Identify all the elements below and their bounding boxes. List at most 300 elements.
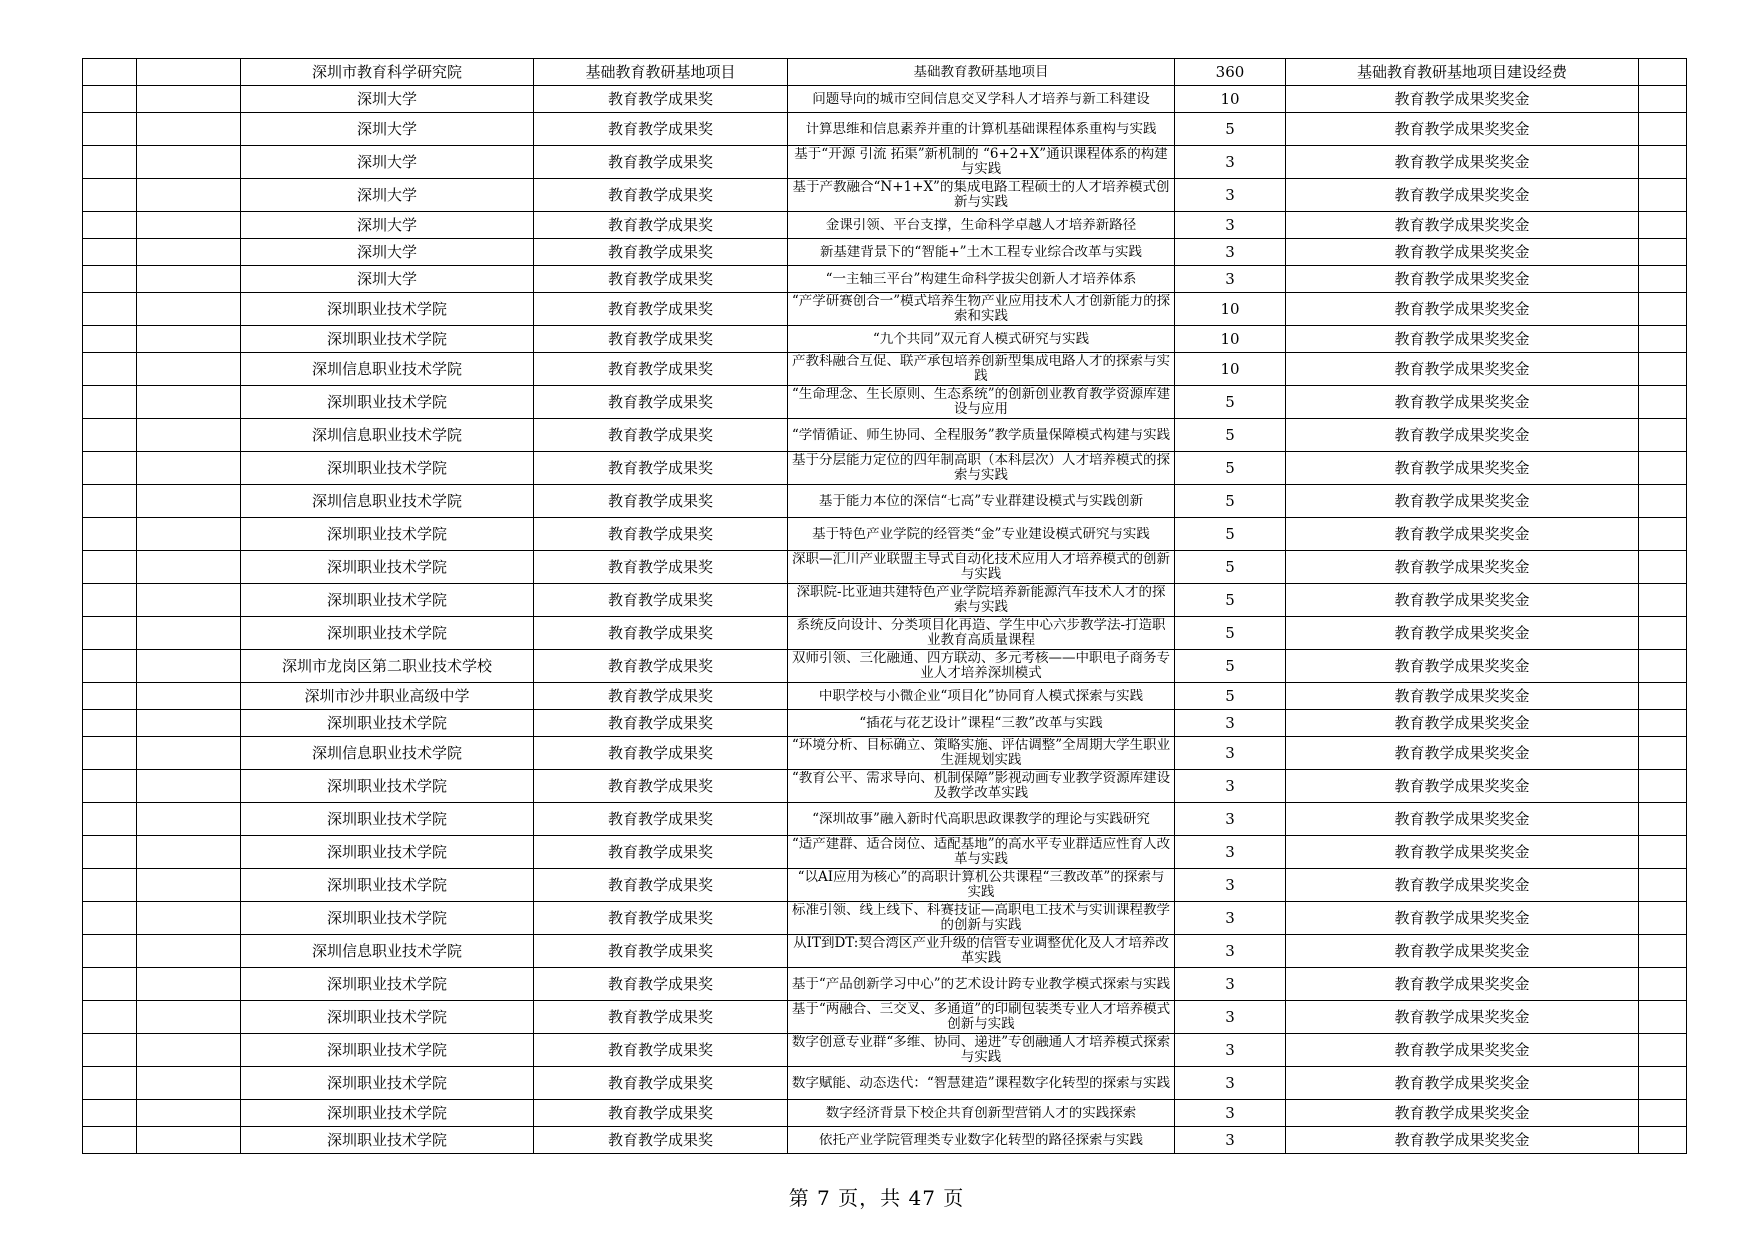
purpose-cell: 教育教学成果奖奖金 bbox=[1286, 770, 1639, 803]
amount-cell: 3 bbox=[1175, 710, 1286, 737]
unit-cell: 深圳职业技术学院 bbox=[241, 1001, 534, 1034]
remark-cell bbox=[1639, 179, 1687, 212]
seq-cell bbox=[83, 239, 137, 266]
seq-cell bbox=[83, 935, 137, 968]
unit-cell: 深圳职业技术学院 bbox=[241, 1034, 534, 1067]
category-cell: 教育教学成果奖 bbox=[534, 326, 788, 353]
amount-cell: 5 bbox=[1175, 584, 1286, 617]
category-cell: 教育教学成果奖 bbox=[534, 179, 788, 212]
project-name: 标准引领、线上线下、科赛技证—高职电工技术与实训课程教学的创新与实践 bbox=[792, 903, 1170, 933]
code-cell bbox=[137, 869, 241, 902]
project-cell bbox=[788, 617, 1175, 650]
seq-cell bbox=[83, 326, 137, 353]
project-name: 基于产教融合“N+1+X”的集成电路工程硕士的人才培养模式创新与实践 bbox=[792, 180, 1170, 210]
project-name: “环境分析、目标确立、策略实施、评估调整”全周期大学生职业生涯规划实践 bbox=[791, 738, 1171, 768]
category-cell: 教育教学成果奖 bbox=[534, 902, 788, 935]
project-name: “一主轴三平台”构建生命科学拔尖创新人才培养体系 bbox=[825, 271, 1137, 287]
unit-cell: 深圳职业技术学院 bbox=[241, 1100, 534, 1127]
table-row bbox=[83, 737, 1687, 770]
remark-cell bbox=[1639, 212, 1687, 239]
seq-cell bbox=[83, 710, 137, 737]
amount-cell: 5 bbox=[1175, 683, 1286, 710]
purpose-cell: 教育教学成果奖奖金 bbox=[1286, 902, 1639, 935]
purpose-cell: 教育教学成果奖奖金 bbox=[1286, 803, 1639, 836]
amount-cell: 3 bbox=[1175, 212, 1286, 239]
project-name: 基于分层能力定位的四年制高职（本科层次）人才培养模式的探索与实践 bbox=[792, 453, 1170, 483]
code-cell bbox=[137, 584, 241, 617]
project-name: 从IT到DT:契合湾区产业升级的信管专业调整优化及人才培养改革实践 bbox=[793, 936, 1169, 966]
code-cell bbox=[137, 266, 241, 293]
project-name: “生命理念、生长原则、生态系统”的创新创业教育教学资源库建设与应用 bbox=[791, 387, 1171, 417]
category-cell: 教育教学成果奖 bbox=[534, 518, 788, 551]
amount-cell: 10 bbox=[1175, 293, 1286, 326]
table-row bbox=[83, 710, 1687, 737]
remark-cell bbox=[1639, 1034, 1687, 1067]
category-cell: 教育教学成果奖 bbox=[534, 584, 788, 617]
remark-cell bbox=[1639, 551, 1687, 584]
category-cell: 教育教学成果奖 bbox=[534, 266, 788, 293]
remark-cell bbox=[1639, 518, 1687, 551]
remark-cell bbox=[1639, 803, 1687, 836]
unit-cell: 深圳职业技术学院 bbox=[241, 770, 534, 803]
remark-cell bbox=[1639, 1127, 1687, 1154]
project-name: “适产建群、适合岗位、适配基地”的高水平专业群适应性育人改革与实践 bbox=[791, 837, 1171, 867]
code-cell bbox=[137, 212, 241, 239]
remark-cell bbox=[1639, 452, 1687, 485]
remark-cell bbox=[1639, 485, 1687, 518]
seq-cell bbox=[83, 968, 137, 1001]
project-name: 问题导向的城市空间信息交叉学科人才培养与新工科建设 bbox=[812, 91, 1150, 107]
table-row bbox=[83, 326, 1687, 353]
table-row bbox=[83, 212, 1687, 239]
category-cell: 教育教学成果奖 bbox=[534, 1067, 788, 1100]
category-cell: 教育教学成果奖 bbox=[534, 770, 788, 803]
remark-cell bbox=[1639, 935, 1687, 968]
unit-cell: 深圳职业技术学院 bbox=[241, 869, 534, 902]
remark-cell bbox=[1639, 293, 1687, 326]
table-row bbox=[83, 386, 1687, 419]
project-cell bbox=[788, 353, 1175, 386]
seq-cell bbox=[83, 1034, 137, 1067]
unit-cell: 深圳信息职业技术学院 bbox=[241, 485, 534, 518]
project-name: “学情循证、师生协同、全程服务”教学质量保障模式构建与实践 bbox=[791, 427, 1171, 443]
purpose-cell: 教育教学成果奖奖金 bbox=[1286, 179, 1639, 212]
table-row bbox=[83, 617, 1687, 650]
project-name: “插花与花艺设计”课程“三教”改革与实践 bbox=[859, 715, 1103, 731]
project-name: 计算思维和信息素养并重的计算机基础课程体系重构与实践 bbox=[805, 121, 1157, 137]
remark-cell bbox=[1639, 710, 1687, 737]
remark-cell bbox=[1639, 59, 1687, 86]
remark-cell bbox=[1639, 266, 1687, 293]
code-cell bbox=[137, 1001, 241, 1034]
project-name: 数字创意专业群“多维、协同、递进”专创融通人才培养模式探索与实践 bbox=[791, 1035, 1171, 1065]
category-cell: 教育教学成果奖 bbox=[534, 551, 788, 584]
category-cell: 教育教学成果奖 bbox=[534, 710, 788, 737]
seq-cell bbox=[83, 485, 137, 518]
amount-cell: 10 bbox=[1175, 353, 1286, 386]
remark-cell bbox=[1639, 836, 1687, 869]
remark-cell bbox=[1639, 584, 1687, 617]
project-name: “以AI应用为核心”的高职计算机公共课程“三教改革”的探索与实践 bbox=[797, 870, 1165, 900]
unit-cell: 深圳信息职业技术学院 bbox=[241, 737, 534, 770]
table-row bbox=[83, 113, 1687, 146]
unit-cell: 深圳职业技术学院 bbox=[241, 617, 534, 650]
category-cell: 教育教学成果奖 bbox=[534, 968, 788, 1001]
unit-cell: 深圳信息职业技术学院 bbox=[241, 353, 534, 386]
unit-cell: 深圳市沙井职业高级中学 bbox=[241, 683, 534, 710]
project-name: 金课引领、平台支撑，生命科学卓越人才培养新路径 bbox=[825, 217, 1137, 233]
remark-cell bbox=[1639, 770, 1687, 803]
code-cell bbox=[137, 452, 241, 485]
remark-cell bbox=[1639, 869, 1687, 902]
project-cell bbox=[788, 293, 1175, 326]
code-cell bbox=[137, 326, 241, 353]
category-cell: 教育教学成果奖 bbox=[534, 146, 788, 179]
remark-cell bbox=[1639, 683, 1687, 710]
seq-cell bbox=[83, 902, 137, 935]
amount-cell: 3 bbox=[1175, 803, 1286, 836]
code-cell bbox=[137, 1100, 241, 1127]
unit-cell: 深圳职业技术学院 bbox=[241, 803, 534, 836]
project-name: “产学研赛创合一”模式培养生物产业应用技术人才创新能力的探索和实践 bbox=[791, 294, 1171, 324]
purpose-cell: 教育教学成果奖奖金 bbox=[1286, 518, 1639, 551]
purpose-cell: 教育教学成果奖奖金 bbox=[1286, 1100, 1639, 1127]
unit-cell: 深圳职业技术学院 bbox=[241, 968, 534, 1001]
seq-cell bbox=[83, 836, 137, 869]
amount-cell: 5 bbox=[1175, 551, 1286, 584]
code-cell bbox=[137, 737, 241, 770]
amount-cell: 5 bbox=[1175, 113, 1286, 146]
seq-cell bbox=[83, 353, 137, 386]
unit-cell: 深圳职业技术学院 bbox=[241, 386, 534, 419]
unit-cell: 深圳职业技术学院 bbox=[241, 584, 534, 617]
category-cell: 教育教学成果奖 bbox=[534, 617, 788, 650]
project-cell bbox=[788, 836, 1175, 869]
table-row bbox=[83, 836, 1687, 869]
purpose-cell: 教育教学成果奖奖金 bbox=[1286, 113, 1639, 146]
purpose-cell: 教育教学成果奖奖金 bbox=[1286, 935, 1639, 968]
amount-cell: 5 bbox=[1175, 617, 1286, 650]
code-cell bbox=[137, 551, 241, 584]
unit-cell: 深圳大学 bbox=[241, 179, 534, 212]
unit-cell: 深圳职业技术学院 bbox=[241, 452, 534, 485]
project-name: 双师引领、三化融通、四方联动、多元考核——中职电子商务专业人才培养深圳模式 bbox=[792, 651, 1170, 681]
project-cell bbox=[788, 803, 1175, 836]
code-cell bbox=[137, 1034, 241, 1067]
purpose-cell: 教育教学成果奖奖金 bbox=[1286, 1034, 1639, 1067]
purpose-cell: 教育教学成果奖奖金 bbox=[1286, 386, 1639, 419]
category-cell: 教育教学成果奖 bbox=[534, 803, 788, 836]
code-cell bbox=[137, 113, 241, 146]
purpose-cell: 教育教学成果奖奖金 bbox=[1286, 293, 1639, 326]
purpose-cell: 教育教学成果奖奖金 bbox=[1286, 617, 1639, 650]
purpose-cell: 教育教学成果奖奖金 bbox=[1286, 86, 1639, 113]
purpose-cell: 教育教学成果奖奖金 bbox=[1286, 650, 1639, 683]
remark-cell bbox=[1639, 902, 1687, 935]
code-cell bbox=[137, 179, 241, 212]
code-cell bbox=[137, 353, 241, 386]
purpose-cell: 教育教学成果奖奖金 bbox=[1286, 485, 1639, 518]
amount-cell: 360 bbox=[1175, 59, 1286, 86]
unit-cell: 深圳职业技术学院 bbox=[241, 836, 534, 869]
code-cell bbox=[137, 239, 241, 266]
project-name: 数字经济背景下校企共育创新型营销人才的实践探索 bbox=[825, 1105, 1137, 1121]
code-cell bbox=[137, 1127, 241, 1154]
unit-cell: 深圳大学 bbox=[241, 113, 534, 146]
purpose-cell: 教育教学成果奖奖金 bbox=[1286, 212, 1639, 239]
seq-cell bbox=[83, 650, 137, 683]
unit-cell: 深圳大学 bbox=[241, 146, 534, 179]
remark-cell bbox=[1639, 617, 1687, 650]
table-row bbox=[83, 452, 1687, 485]
table-row bbox=[83, 650, 1687, 683]
purpose-cell: 教育教学成果奖奖金 bbox=[1286, 836, 1639, 869]
code-cell bbox=[137, 683, 241, 710]
project-name: 中职学校与小微企业“项目化”协同育人模式探索与实践 bbox=[818, 688, 1144, 704]
remark-cell bbox=[1639, 386, 1687, 419]
code-cell bbox=[137, 386, 241, 419]
project-name: 新基建背景下的“智能+”土木工程专业综合改革与实践 bbox=[819, 244, 1143, 260]
code-cell bbox=[137, 293, 241, 326]
category-cell: 教育教学成果奖 bbox=[534, 113, 788, 146]
amount-cell: 3 bbox=[1175, 1127, 1286, 1154]
code-cell bbox=[137, 419, 241, 452]
category-cell: 教育教学成果奖 bbox=[534, 212, 788, 239]
table-row bbox=[83, 683, 1687, 710]
table-row bbox=[83, 266, 1687, 293]
amount-cell: 3 bbox=[1175, 935, 1286, 968]
seq-cell bbox=[83, 1001, 137, 1034]
project-name: 系统反向设计、分类项目化再造、学生中心六步教学法-打造职业教育高质量课程 bbox=[796, 618, 1166, 648]
amount-cell: 5 bbox=[1175, 485, 1286, 518]
table-row bbox=[83, 803, 1687, 836]
unit-cell: 深圳大学 bbox=[241, 86, 534, 113]
amount-cell: 3 bbox=[1175, 1001, 1286, 1034]
project-name: 基于“开源 引流 拓渠”新机制的 “6+2+X”通识课程体系的构建与实践 bbox=[794, 147, 1168, 177]
project-cell bbox=[788, 869, 1175, 902]
allocation-table bbox=[82, 58, 1687, 1154]
seq-cell bbox=[83, 86, 137, 113]
seq-cell bbox=[83, 212, 137, 239]
table-row bbox=[83, 1067, 1687, 1100]
category-cell: 教育教学成果奖 bbox=[534, 683, 788, 710]
purpose-cell: 教育教学成果奖奖金 bbox=[1286, 1127, 1639, 1154]
seq-cell bbox=[83, 293, 137, 326]
category-cell: 教育教学成果奖 bbox=[534, 485, 788, 518]
code-cell bbox=[137, 1067, 241, 1100]
amount-cell: 3 bbox=[1175, 869, 1286, 902]
seq-cell bbox=[83, 1127, 137, 1154]
category-cell: 教育教学成果奖 bbox=[534, 86, 788, 113]
purpose-cell: 教育教学成果奖奖金 bbox=[1286, 452, 1639, 485]
project-cell bbox=[788, 266, 1175, 293]
table-row bbox=[83, 770, 1687, 803]
seq-cell bbox=[83, 737, 137, 770]
amount-cell: 3 bbox=[1175, 968, 1286, 1001]
table-row bbox=[83, 179, 1687, 212]
project-name: 基于“两融合、三交叉、多通道”的印刷包装类专业人才培养模式创新与实践 bbox=[791, 1002, 1171, 1032]
table-row bbox=[83, 518, 1687, 551]
table-row bbox=[83, 1001, 1687, 1034]
project-cell bbox=[788, 968, 1175, 1001]
purpose-cell: 基础教育教研基地项目建设经费 bbox=[1286, 59, 1639, 86]
category-cell: 教育教学成果奖 bbox=[534, 1127, 788, 1154]
project-name: 依托产业学院管理类专业数字化转型的路径探索与实践 bbox=[819, 1132, 1143, 1148]
project-cell bbox=[788, 770, 1175, 803]
remark-cell bbox=[1639, 86, 1687, 113]
purpose-cell: 教育教学成果奖奖金 bbox=[1286, 1067, 1639, 1100]
remark-cell bbox=[1639, 419, 1687, 452]
table-row bbox=[83, 1127, 1687, 1154]
code-cell bbox=[137, 86, 241, 113]
seq-cell bbox=[83, 584, 137, 617]
table-row bbox=[83, 1034, 1687, 1067]
amount-cell: 5 bbox=[1175, 650, 1286, 683]
code-cell bbox=[137, 485, 241, 518]
project-cell bbox=[788, 710, 1175, 737]
project-name: 基础教育教研基地项目 bbox=[913, 64, 1049, 80]
seq-cell bbox=[83, 452, 137, 485]
amount-cell: 3 bbox=[1175, 770, 1286, 803]
project-cell bbox=[788, 419, 1175, 452]
category-cell: 教育教学成果奖 bbox=[534, 935, 788, 968]
code-cell bbox=[137, 803, 241, 836]
code-cell bbox=[137, 902, 241, 935]
project-cell bbox=[788, 650, 1175, 683]
seq-cell bbox=[83, 146, 137, 179]
project-cell bbox=[788, 1067, 1175, 1100]
unit-cell: 深圳大学 bbox=[241, 239, 534, 266]
table-row bbox=[83, 59, 1687, 86]
category-cell: 教育教学成果奖 bbox=[534, 353, 788, 386]
unit-cell: 深圳职业技术学院 bbox=[241, 326, 534, 353]
amount-cell: 3 bbox=[1175, 179, 1286, 212]
purpose-cell: 教育教学成果奖奖金 bbox=[1286, 326, 1639, 353]
purpose-cell: 教育教学成果奖奖金 bbox=[1286, 239, 1639, 266]
unit-cell: 深圳大学 bbox=[241, 266, 534, 293]
purpose-cell: 教育教学成果奖奖金 bbox=[1286, 710, 1639, 737]
table-row bbox=[83, 86, 1687, 113]
project-cell bbox=[788, 518, 1175, 551]
purpose-cell: 教育教学成果奖奖金 bbox=[1286, 1001, 1639, 1034]
amount-cell: 5 bbox=[1175, 518, 1286, 551]
project-cell bbox=[788, 326, 1175, 353]
seq-cell bbox=[83, 179, 137, 212]
table-row bbox=[83, 968, 1687, 1001]
project-cell bbox=[788, 386, 1175, 419]
category-cell: 基础教育教研基地项目 bbox=[534, 59, 788, 86]
amount-cell: 3 bbox=[1175, 1100, 1286, 1127]
table-row bbox=[83, 1100, 1687, 1127]
seq-cell bbox=[83, 869, 137, 902]
amount-cell: 3 bbox=[1175, 146, 1286, 179]
remark-cell bbox=[1639, 326, 1687, 353]
remark-cell bbox=[1639, 968, 1687, 1001]
unit-cell: 深圳职业技术学院 bbox=[241, 710, 534, 737]
category-cell: 教育教学成果奖 bbox=[534, 1100, 788, 1127]
table-row bbox=[83, 239, 1687, 266]
seq-cell bbox=[83, 683, 137, 710]
project-name: “教育公平、需求导向、机制保障”影视动画专业教学资源库建设及教学改革实践 bbox=[791, 771, 1171, 801]
code-cell bbox=[137, 146, 241, 179]
table-row bbox=[83, 419, 1687, 452]
unit-cell: 深圳职业技术学院 bbox=[241, 1127, 534, 1154]
table-row bbox=[83, 485, 1687, 518]
category-cell: 教育教学成果奖 bbox=[534, 419, 788, 452]
project-cell bbox=[788, 1001, 1175, 1034]
project-cell bbox=[788, 59, 1175, 86]
project-name: 数字赋能、动态迭代：“智慧建造”课程数字化转型的探索与实践 bbox=[791, 1075, 1171, 1091]
table-row bbox=[83, 353, 1687, 386]
seq-cell bbox=[83, 803, 137, 836]
remark-cell bbox=[1639, 650, 1687, 683]
project-cell bbox=[788, 239, 1175, 266]
amount-cell: 3 bbox=[1175, 266, 1286, 293]
amount-cell: 3 bbox=[1175, 1067, 1286, 1100]
purpose-cell: 教育教学成果奖奖金 bbox=[1286, 737, 1639, 770]
code-cell bbox=[137, 968, 241, 1001]
unit-cell: 深圳市龙岗区第二职业技术学校 bbox=[241, 650, 534, 683]
project-cell bbox=[788, 737, 1175, 770]
table-row bbox=[83, 902, 1687, 935]
unit-cell: 深圳信息职业技术学院 bbox=[241, 935, 534, 968]
amount-cell: 10 bbox=[1175, 326, 1286, 353]
project-cell bbox=[788, 683, 1175, 710]
project-cell bbox=[788, 1100, 1175, 1127]
purpose-cell: 教育教学成果奖奖金 bbox=[1286, 551, 1639, 584]
project-cell bbox=[788, 146, 1175, 179]
category-cell: 教育教学成果奖 bbox=[534, 1001, 788, 1034]
project-cell bbox=[788, 212, 1175, 239]
seq-cell bbox=[83, 386, 137, 419]
table-row bbox=[83, 584, 1687, 617]
amount-cell: 3 bbox=[1175, 836, 1286, 869]
code-cell bbox=[137, 650, 241, 683]
project-cell bbox=[788, 113, 1175, 146]
category-cell: 教育教学成果奖 bbox=[534, 386, 788, 419]
category-cell: 教育教学成果奖 bbox=[534, 1034, 788, 1067]
amount-cell: 5 bbox=[1175, 419, 1286, 452]
project-cell bbox=[788, 452, 1175, 485]
unit-cell: 深圳职业技术学院 bbox=[241, 293, 534, 326]
code-cell bbox=[137, 617, 241, 650]
category-cell: 教育教学成果奖 bbox=[534, 650, 788, 683]
project-cell bbox=[788, 902, 1175, 935]
project-cell bbox=[788, 935, 1175, 968]
seq-cell bbox=[83, 419, 137, 452]
remark-cell bbox=[1639, 1100, 1687, 1127]
seq-cell bbox=[83, 59, 137, 86]
seq-cell bbox=[83, 770, 137, 803]
project-cell bbox=[788, 86, 1175, 113]
code-cell bbox=[137, 518, 241, 551]
table-row bbox=[83, 146, 1687, 179]
category-cell: 教育教学成果奖 bbox=[534, 737, 788, 770]
project-name: “深圳故事”融入新时代高职思政课教学的理论与实践研究 bbox=[812, 811, 1150, 827]
project-cell bbox=[788, 1034, 1175, 1067]
project-name: 基于特色产业学院的经管类“金”专业建设模式研究与实践 bbox=[812, 526, 1150, 542]
amount-cell: 3 bbox=[1175, 1034, 1286, 1067]
table-row bbox=[83, 935, 1687, 968]
code-cell bbox=[137, 770, 241, 803]
amount-cell: 5 bbox=[1175, 386, 1286, 419]
remark-cell bbox=[1639, 239, 1687, 266]
project-name: 深职—汇川产业联盟主导式自动化技术应用人才培养模式的创新与实践 bbox=[792, 552, 1170, 582]
amount-cell: 10 bbox=[1175, 86, 1286, 113]
project-cell bbox=[788, 485, 1175, 518]
unit-cell: 深圳职业技术学院 bbox=[241, 551, 534, 584]
purpose-cell: 教育教学成果奖奖金 bbox=[1286, 584, 1639, 617]
